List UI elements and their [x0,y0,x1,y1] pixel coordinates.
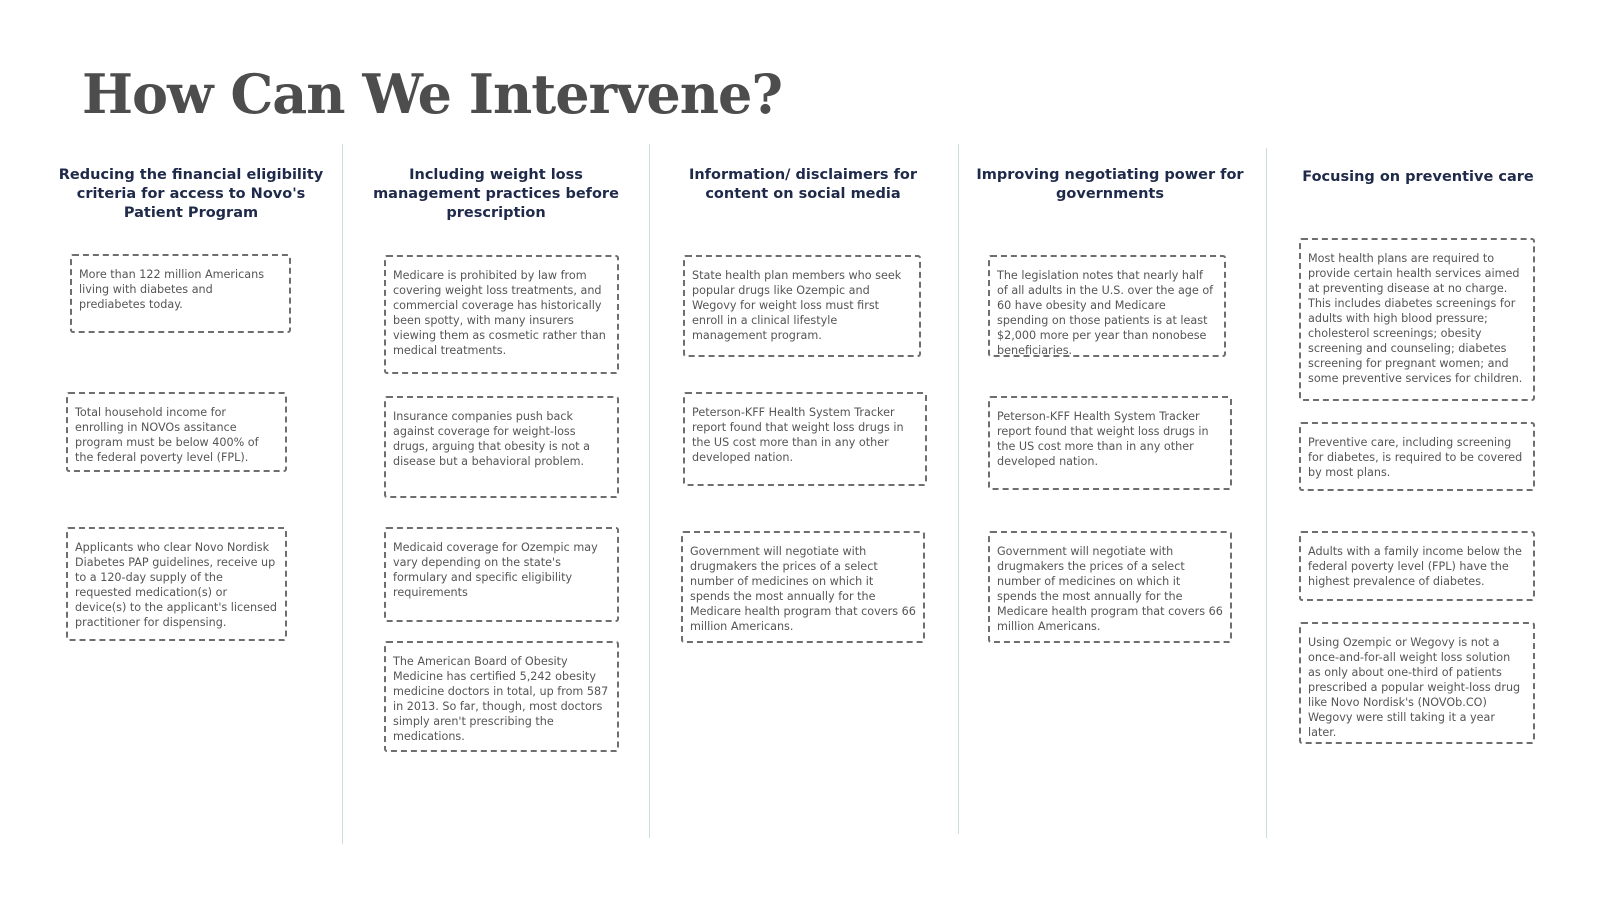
sticky-note: State health plan members who seek popular drugs like Ozempic and Wegovy for weight loss must first enroll in a clinical lifestyle management program. [683,255,921,357]
column-divider [649,144,650,838]
column-heading-weight-loss-management: Including weight loss management practices before prescription [373,167,619,221]
sticky-note: Most health plans are required to provide certain health services aimed at preventing disease at no charge. This includes diabetes screenings for adults with high blood pressure; cholesterol screenings; obesity screening and counseling; diabetes screening for pregnant women; and some preventive services for children. [1299,238,1535,401]
column-heading-social-media-disclaimers: Information/ disclaimers for content on social media [688,167,918,202]
sticky-note: Medicaid coverage for Ozempic may vary depending on the state's formulary and specific eligibility requirements [384,527,619,622]
sticky-note: More than 122 million Americans living with diabetes and prediabetes today. [70,254,291,333]
column-divider [958,144,959,834]
page-title: How Can We Intervene? [82,62,783,126]
sticky-note: Applicants who clear Novo Nordisk Diabetes PAP guidelines, receive up to a 120-day supply of the requested medication(s) or device(s) to the applicant's licensed practitioner for dispensing. [66,527,287,641]
sticky-note: Adults with a family income below the federal poverty level (FPL) have the highest prevalence of diabetes. [1299,531,1535,601]
sticky-note: Peterson-KFF Health System Tracker report found that weight loss drugs in the US cost more than in any other developed nation. [683,392,927,486]
sticky-note: Medicare is prohibited by law from covering weight loss treatments, and commercial coverage has historically been spotty, with many insurers viewing them as cosmetic rather than medical treatments. [384,255,619,374]
column-heading-financial-eligibility: Reducing the financial eligibility criteria for access to Novo's Patient Program [58,167,324,221]
sticky-note: Peterson-KFF Health System Tracker report found that weight loss drugs in the US cost more than in any other developed nation. [988,396,1232,490]
sticky-note: The legislation notes that nearly half of all adults in the U.S. over the age of 60 have obesity and Medicare spending on those patients is at least $2,000 more per year than nonobese beneficiaries. [988,255,1226,357]
column-divider [342,144,343,844]
sticky-note: Total household income for enrolling in NOVOs assitance program must be below 400% of the federal poverty level (FPL). [66,392,287,472]
column-heading-preventive-care: Focusing on preventive care [1302,169,1534,185]
sticky-note: Government will negotiate with drugmakers the prices of a select number of medicines on which it spends the most annually for the Medicare health program that covers 66 million Americans. [988,531,1232,643]
sticky-note: Government will negotiate with drugmakers the prices of a select number of medicines on which it spends the most annually for the Medicare health program that covers 66 million Americans. [681,531,925,643]
sticky-note: The American Board of Obesity Medicine has certified 5,242 obesity medicine doctors in total, up from 587 in 2013. So far, though, most doctors simply aren't prescribing the medications. [384,641,619,752]
sticky-note: Insurance companies push back against coverage for weight-loss drugs, arguing that obesity is not a disease but a behavioral problem. [384,396,619,498]
column-heading-government-negotiating-power: Improving negotiating power for governments [976,167,1244,202]
sticky-note: Using Ozempic or Wegovy is not a once-and-for-all weight loss solution as only about one-third of patients prescribed a popular weight-loss drug like Novo Nordisk's (NOVOb.CO) Wegovy were still taking it a year later. [1299,622,1535,744]
column-divider [1266,148,1267,838]
sticky-note: Preventive care, including screening for diabetes, is required to be covered by most plans. [1299,422,1535,491]
